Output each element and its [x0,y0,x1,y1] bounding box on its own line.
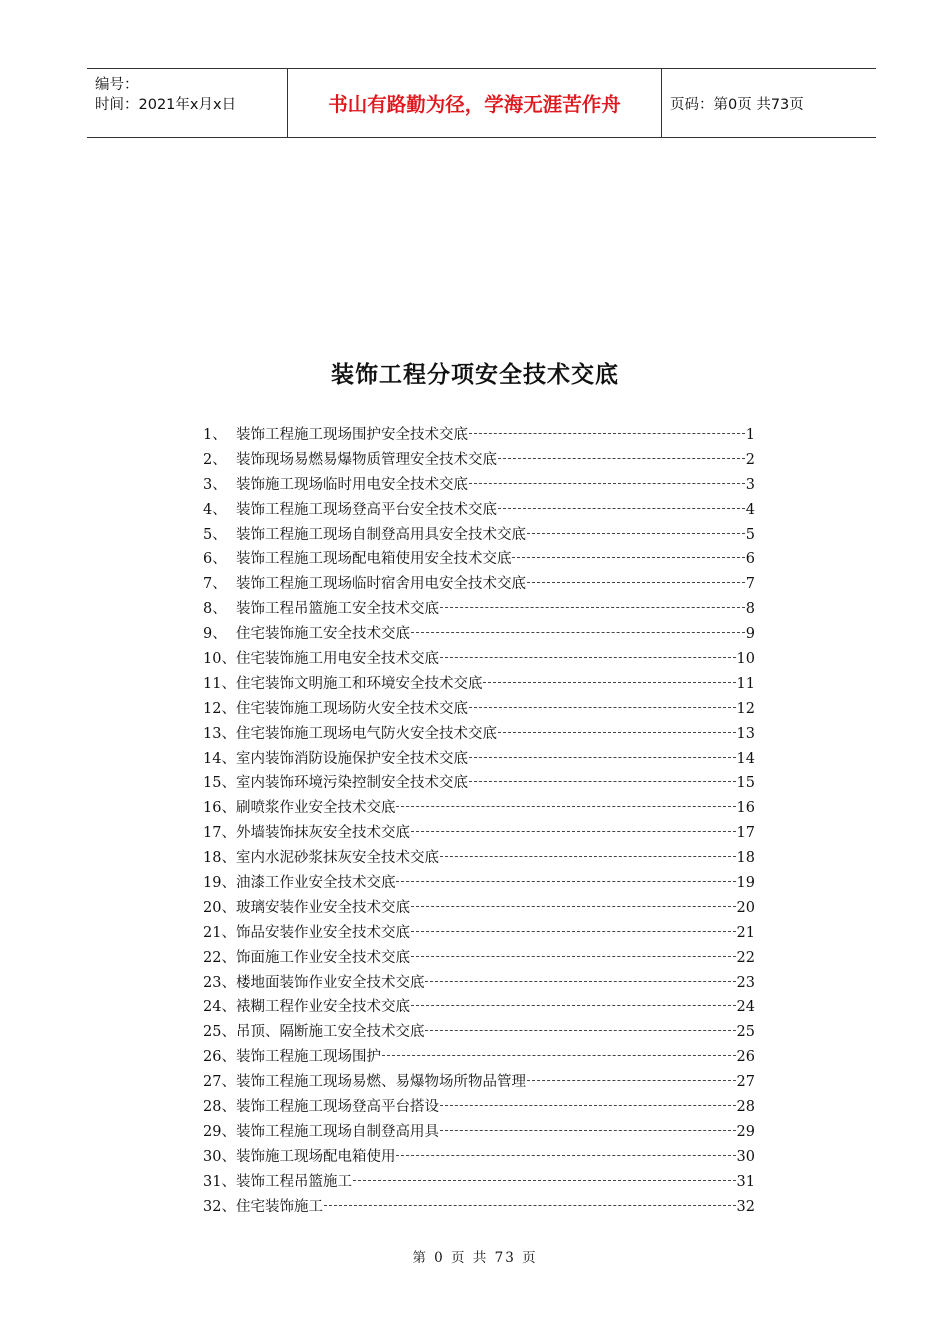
toc-entry-page: 22 [736,949,755,966]
toc-entry-number: 11、 [203,675,236,692]
toc-entry-number: 1、 [203,427,236,443]
toc-entry-number: 2、 [203,451,236,468]
toc-entry-page: 10 [736,651,755,668]
toc-leader-dots [469,432,745,434]
time-label: 时间：2021年x月x日 [95,97,237,113]
toc-entry-number: 3、 [203,476,236,493]
toc-leader-dots [469,780,736,782]
toc-leader-dots [498,457,745,459]
table-of-contents [203,423,755,1220]
toc-entry-page: 8 [745,601,755,618]
toc-entry-page: 20 [736,899,755,916]
toc-entry[interactable] [203,1095,755,1120]
document-title: 装饰工程分项安全技术交底 [331,362,619,388]
toc-entry-label: 装饰工程施工现场围护安全技术交底 [235,427,468,443]
toc-entry[interactable] [203,796,755,821]
toc-entry[interactable] [203,597,755,622]
toc-entry-label: 饰品安装作业安全技术交底 [235,924,410,941]
toc-leader-dots [440,1104,736,1106]
toc-entry[interactable] [203,871,755,896]
toc-entry-number: 9、 [203,626,236,643]
toc-entry-label: 油漆工作业安全技术交底 [235,875,396,892]
toc-entry-page: 24 [736,999,755,1016]
toc-entry[interactable] [203,995,755,1020]
toc-leader-dots [396,805,735,807]
toc-entry-number: 31、 [203,1173,236,1190]
toc-entry[interactable] [203,523,755,548]
page-info: 页码：第0页 共73页 [670,96,804,113]
toc-entry[interactable] [203,672,755,697]
toc-entry-page: 18 [736,850,755,867]
toc-entry[interactable] [203,971,755,996]
toc-entry-page: 32 [736,1198,755,1215]
toc-entry[interactable] [203,423,755,448]
toc-entry-label: 饰面施工作业安全技术交底 [235,949,410,966]
toc-entry-label: 玻璃安装作业安全技术交底 [235,899,410,916]
toc-entry-number: 16、 [203,800,236,817]
toc-entry-number: 4、 [203,501,236,518]
toc-entry-page: 12 [736,700,755,717]
toc-entry-number: 5、 [203,526,236,543]
toc-leader-dots [411,1004,736,1006]
toc-leader-dots [324,1204,736,1206]
toc-entry-page: 7 [745,576,755,593]
toc-entry[interactable] [203,896,755,921]
toc-entry[interactable] [203,846,755,871]
toc-entry-label: 装饰现场易燃易爆物质管理安全技术交底 [235,451,497,468]
toc-entry[interactable] [203,747,755,772]
toc-entry-label: 裱糊工程作业安全技术交底 [235,999,410,1016]
toc-entry[interactable] [203,647,755,672]
toc-entry-page: 14 [736,750,755,767]
toc-entry-label: 住宅装饰施工用电安全技术交底 [235,651,439,668]
toc-entry-label: 装饰工程施工现场自制登高用具安全技术交底 [235,526,526,543]
toc-entry[interactable] [203,473,755,498]
toc-entry-page: 23 [736,974,755,991]
toc-leader-dots [498,731,736,733]
toc-entry[interactable] [203,1120,755,1145]
toc-leader-dots [483,681,735,683]
toc-leader-dots [440,855,736,857]
toc-leader-dots [512,556,744,558]
page-footer: 第 0 页 共 73 页 [412,1250,538,1266]
toc-leader-dots [469,756,736,758]
toc-entry-label: 装饰工程施工现场配电箱使用安全技术交底 [235,551,512,568]
toc-entry-number: 18、 [203,850,236,867]
toc-leader-dots [396,1154,735,1156]
toc-entry[interactable] [203,697,755,722]
toc-leader-dots [411,930,736,932]
toc-leader-dots [440,656,736,658]
toc-leader-dots [440,606,745,608]
toc-entry-number: 22、 [203,949,236,966]
page-header [87,68,876,138]
toc-entry-number: 28、 [203,1099,236,1116]
toc-entry-label: 装饰工程施工现场登高平台安全技术交底 [235,501,497,518]
toc-entry[interactable] [203,1170,755,1195]
toc-entry-page: 6 [745,551,755,568]
toc-entry-number: 8、 [203,601,236,618]
header-motto-cell [288,69,662,137]
toc-entry-label: 装饰工程施工现场自制登高用具 [235,1123,439,1140]
toc-leader-dots [469,706,736,708]
toc-entry[interactable] [203,572,755,597]
toc-entry-label: 住宅装饰施工现场防火安全技术交底 [235,700,468,717]
serial-label: 编号： [95,77,139,93]
toc-entry-page: 17 [736,825,755,842]
toc-entry-number: 24、 [203,999,236,1016]
toc-entry-number: 30、 [203,1148,236,1165]
toc-entry-page: 19 [736,875,755,892]
toc-entry-page: 16 [736,800,755,817]
toc-entry-label: 住宅装饰施工 [235,1198,323,1215]
toc-entry-page: 5 [745,526,755,543]
toc-entry-label: 装饰施工现场临时用电安全技术交底 [235,476,468,493]
toc-leader-dots [425,1029,735,1031]
toc-entry-number: 6、 [203,551,236,568]
toc-leader-dots [527,1079,736,1081]
toc-entry-label: 住宅装饰施工安全技术交底 [235,626,410,643]
toc-entry-number: 12、 [203,700,236,717]
toc-entry-page: 29 [736,1123,755,1140]
toc-entry-page: 4 [745,501,755,518]
toc-entry[interactable] [203,448,755,473]
toc-entry-label: 装饰工程吊篮施工安全技术交底 [235,601,439,618]
toc-leader-dots [425,980,735,982]
toc-entry-page: 27 [736,1074,755,1091]
toc-entry-page: 15 [736,775,755,792]
toc-leader-dots [411,631,745,633]
toc-entry-number: 13、 [203,725,236,742]
toc-entry-page: 28 [736,1099,755,1116]
toc-entry-number: 19、 [203,875,236,892]
toc-entry[interactable] [203,821,755,846]
toc-entry-label: 住宅装饰文明施工和环境安全技术交底 [235,675,483,692]
toc-entry-page: 26 [736,1049,755,1066]
toc-entry-page: 13 [736,725,755,742]
toc-leader-dots [527,532,745,534]
toc-entry-number: 7、 [203,576,236,593]
toc-entry-page: 21 [736,924,755,941]
toc-entry-label: 装饰工程施工现场临时宿舍用电安全技术交底 [235,576,526,593]
toc-leader-dots [411,905,736,907]
toc-entry[interactable] [203,722,755,747]
toc-entry-page: 3 [745,476,755,493]
toc-leader-dots [527,581,745,583]
toc-entry-page: 11 [736,675,755,692]
toc-entry-number: 25、 [203,1024,236,1041]
toc-entry-number: 17、 [203,825,236,842]
toc-entry[interactable] [203,771,755,796]
toc-entry-number: 20、 [203,899,236,916]
toc-entry-label: 装饰工程施工现场登高平台搭设 [235,1099,439,1116]
toc-entry-number: 29、 [203,1123,236,1140]
toc-entry-page: 9 [745,626,755,643]
toc-entry[interactable] [203,622,755,647]
toc-leader-dots [411,830,736,832]
toc-entry-label: 室内水泥砂浆抹灰安全技术交底 [235,850,439,867]
toc-entry[interactable] [203,498,755,523]
header-page-cell [662,69,876,137]
toc-entry-number: 15、 [203,775,236,792]
toc-entry-number: 14、 [203,750,236,767]
toc-entry-label: 吊顶、隔断施工安全技术交底 [235,1024,425,1041]
toc-leader-dots [382,1054,736,1056]
toc-entry-label: 装饰工程施工现场围护 [235,1049,381,1066]
toc-entry-number: 23、 [203,974,236,991]
toc-entry-label: 外墙装饰抹灰安全技术交底 [235,825,410,842]
toc-leader-dots [440,1129,736,1131]
toc-entry-label: 装饰工程吊篮施工 [235,1173,352,1190]
toc-entry[interactable] [203,946,755,971]
toc-entry-label: 住宅装饰施工现场电气防火安全技术交底 [235,725,497,742]
toc-entry-label: 室内装饰环境污染控制安全技术交底 [235,775,468,792]
toc-leader-dots [498,507,745,509]
toc-entry[interactable] [203,1195,755,1220]
toc-entry-label: 室内装饰消防设施保护安全技术交底 [235,750,468,767]
toc-entry-label: 楼地面装饰作业安全技术交底 [235,974,425,991]
toc-entry-page: 2 [745,451,755,468]
toc-entry[interactable] [203,547,755,572]
header-meta-cell [87,69,288,137]
toc-entry-number: 21、 [203,924,236,941]
toc-leader-dots [396,880,735,882]
toc-entry[interactable] [203,921,755,946]
toc-entry-number: 27、 [203,1074,236,1091]
toc-entry[interactable] [203,1145,755,1170]
toc-entry-page: 30 [736,1148,755,1165]
toc-leader-dots [469,482,745,484]
toc-entry[interactable] [203,1020,755,1045]
toc-entry-label: 刷喷浆作业安全技术交底 [235,800,396,817]
toc-entry[interactable] [203,1070,755,1095]
toc-entry-page: 25 [736,1024,755,1041]
toc-entry-number: 10、 [203,651,236,668]
toc-entry[interactable] [203,1045,755,1070]
toc-entry-number: 26、 [203,1049,236,1066]
toc-leader-dots [411,955,736,957]
toc-leader-dots [353,1179,736,1181]
toc-entry-label: 装饰工程施工现场易燃、易爆物场所物品管理 [235,1074,526,1091]
toc-entry-page: 31 [736,1173,755,1190]
toc-entry-page: 1 [745,427,755,443]
toc-entry-number: 32、 [203,1198,236,1215]
toc-entry-label: 装饰施工现场配电箱使用 [235,1148,396,1165]
motto-text: 书山有路勤为径，学海无涯苦作舟 [328,93,621,116]
